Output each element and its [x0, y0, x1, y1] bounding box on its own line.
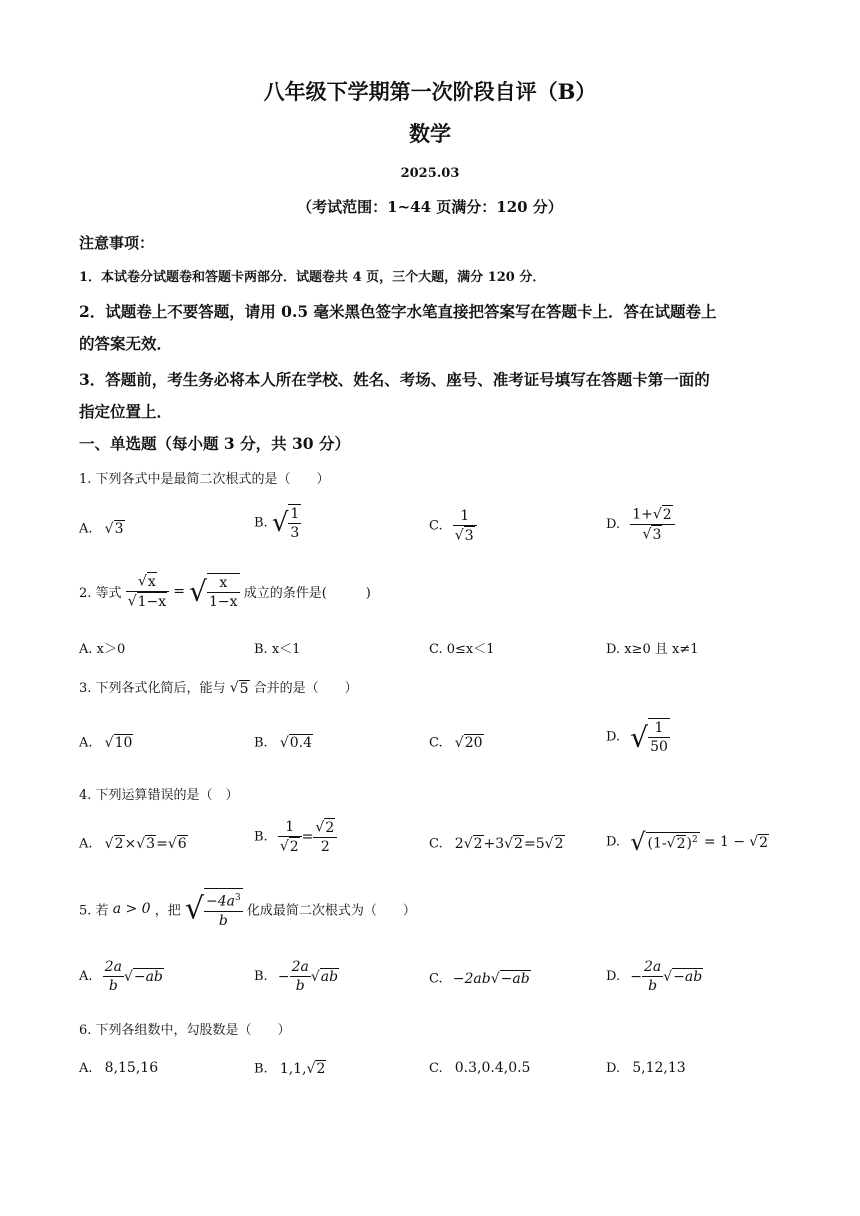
exam-title: 八年级下学期第一次阶段自评（B）: [263, 79, 597, 104]
radicand: 2: [316, 1061, 326, 1077]
minus-sign: −: [277, 968, 290, 985]
q5-option-a: A. $\frac{2a}{b}$ √−ab: [79, 959, 163, 994]
q2-option-c: C. 0≤x＜1: [429, 642, 495, 657]
times-sign: ×: [124, 835, 137, 852]
q3-option-d: D. √ $\frac{1}{50}$: [606, 720, 668, 755]
radicand-numerator: x: [219, 574, 228, 591]
radicand: −ab: [133, 969, 163, 985]
numerator: 1: [654, 720, 664, 736]
numerator: 1: [285, 819, 295, 835]
numerator-radicand: 2: [662, 507, 672, 523]
q6-option-d: [606, 1060, 686, 1076]
inner-term: 1-: [653, 835, 667, 852]
q1-option-b: B. √ $\frac{1}{3}$: [254, 506, 300, 541]
option-label: B.: [254, 1061, 268, 1077]
radicand: 5: [239, 680, 249, 697]
denominator: b: [642, 976, 663, 995]
numerator: 1: [290, 506, 300, 522]
q1-option-a: A. √3: [79, 520, 124, 537]
question-3-stem: 3. 下列各式化简后，能与 √5 合并的是（ ）: [79, 680, 358, 697]
option-value: 8,15,16: [104, 1060, 159, 1076]
exponent: 3: [234, 893, 241, 903]
question-4-stem: 4. 下列运算错误的是（ ）: [79, 788, 239, 803]
option-label: B.: [254, 515, 268, 531]
denominator: 2: [289, 839, 299, 855]
equals-sign: =: [173, 583, 186, 600]
numerator: −4a: [206, 893, 235, 910]
stem-suffix: 成立的条件是( ): [243, 586, 371, 601]
denominator: 2: [313, 837, 337, 856]
radicand: 0.4: [289, 735, 313, 751]
radicand: −ab: [673, 969, 703, 985]
radicand: 2: [514, 836, 524, 852]
option-label: A.: [79, 969, 93, 984]
denominator: b: [290, 976, 311, 995]
radicand: 2: [676, 836, 686, 853]
option-label: B.: [254, 969, 268, 984]
q2-option-d: D. x≥0 且 x≠1: [606, 642, 699, 657]
term: +3: [483, 835, 505, 852]
stem-suffix: 合并的是（ ）: [253, 681, 358, 696]
q2-option-a: A. x＞0: [79, 642, 126, 657]
condition: a > 0: [112, 900, 151, 917]
notice-item-3-line-2: 指定位置上．: [79, 402, 173, 421]
q5-option-b: B. − $\frac{2a}{b}$ √ab: [254, 959, 339, 994]
option-label: D.: [606, 1061, 621, 1076]
q4-option-b: B. $\frac{1}{√2}$ = $\frac{√2}{2}$: [254, 818, 337, 856]
equals-sign: = 1 −: [703, 834, 746, 850]
stem-middle: ，把: [154, 903, 181, 919]
stem-prefix: 3. 下列各式化简后，能与: [79, 681, 226, 696]
option-label: A.: [79, 1061, 93, 1076]
radicand: 10: [114, 735, 133, 751]
radicand: 2: [114, 836, 124, 852]
q4-option-d: D. √ $(1-√2)^2 = 1 - √2$: [606, 828, 769, 856]
q3-option-a: A. √10: [79, 734, 133, 751]
q4-option-a: A. √2×√3=√6: [79, 835, 187, 852]
q6-option-b: B. 1,1,√2: [254, 1060, 326, 1077]
exponent: 2: [691, 834, 698, 845]
radicand: 2: [759, 834, 769, 851]
radicand: 20: [464, 735, 483, 751]
exam-date: 2025.03: [400, 166, 460, 181]
q1-option-c: C. $\frac{1}{√3}$: [429, 507, 477, 545]
option-label: D.: [606, 969, 621, 984]
question-5-stem: 5. 若 a > 0 ，把 √ $\frac{-4a^3}{b}$ 化成最简二次根式为（ ）: [79, 888, 416, 930]
notice-item-1: 1．本试卷分试题卷和答题卡两部分．试题卷共 4 页，三个大题，满分 120 分．: [79, 270, 546, 285]
numerator-part: 1+: [632, 506, 653, 523]
denominator: 50: [650, 739, 668, 755]
question-1-stem: 1. 下列各式中是最简二次根式的是（ ）: [79, 472, 330, 487]
stem-prefix: 2. 等式: [79, 586, 122, 601]
denominator: 3: [464, 528, 474, 544]
q6-option-c: [429, 1060, 530, 1076]
minus-sign: −: [630, 968, 642, 985]
notice-heading: 注意事项：: [79, 234, 155, 252]
option-label: A.: [79, 836, 93, 852]
q5-option-d: D. − $\frac{2a}{b}$ √−ab: [606, 959, 703, 994]
notice-item-2-line-1: 2．试题卷上不要答题，请用 0.5 毫米黑色签字水笔直接把答案写在答题卡上．答在试题卷上: [79, 302, 717, 321]
question-6-stem: 6. 下列各组数中，勾股数是（ ）: [79, 1023, 291, 1038]
equals-sign: =: [301, 829, 314, 845]
option-label: D.: [606, 729, 621, 745]
equals-sign: =: [156, 835, 168, 852]
option-label: C.: [429, 735, 443, 751]
radicand-denominator: 1−x: [209, 593, 238, 610]
q6-option-a: [79, 1060, 158, 1076]
numerator: 2a: [291, 959, 309, 975]
exam-scope: （考试范围：1~44 页满分：120 分）: [297, 198, 563, 216]
q3-option-b: B. √0.4: [254, 734, 313, 751]
radicand: 6: [177, 836, 187, 852]
radicand: 2: [554, 836, 564, 852]
option-label: C.: [429, 1061, 443, 1076]
option-label: B.: [254, 829, 268, 845]
numerator: x: [147, 574, 156, 590]
option-label: B.: [254, 735, 268, 751]
stem-suffix: 化成最简二次根式为（ ）: [246, 903, 416, 919]
option-value: 1,1,: [279, 1060, 307, 1077]
radicand: 2: [473, 836, 483, 852]
option-label: A.: [79, 521, 93, 537]
option-label: C.: [429, 518, 443, 534]
radicand: −ab: [500, 971, 530, 987]
radicand: 3: [114, 521, 124, 537]
denominator: b: [103, 976, 124, 995]
q1-option-d: D. $\frac{1+√2}{√3}$: [606, 505, 675, 544]
denominator: 1−x: [137, 594, 167, 610]
notice-item-3-line-1: 3．答题前，考生务必将本人所在学校、姓名、考场、座号、准考证号填写在答题卡第一面的: [79, 370, 710, 389]
radicand: 3: [146, 836, 156, 852]
exam-subject: 数学: [409, 121, 451, 146]
denominator: 3: [652, 527, 662, 543]
q4-option-c: C. 2√2+3√2=5√2: [429, 835, 564, 852]
option-label: A.: [79, 735, 93, 751]
option-label: C.: [429, 971, 443, 987]
option-label: C.: [429, 836, 443, 852]
option-label: D.: [606, 834, 621, 850]
notice-item-2-line-2: 的答案无效．: [79, 334, 173, 353]
term: =5: [524, 835, 545, 852]
option-label: D.: [606, 517, 621, 532]
question-2-stem: 2. 等式 $\frac{√x}{√1-x}$ = √ $\frac{x}{1-x}$ 成立的条件是( ): [79, 573, 371, 610]
q2-option-b: B. x＜1: [254, 642, 301, 657]
numerator: 1: [460, 508, 470, 524]
q3-option-c: C. √20: [429, 734, 483, 751]
option-value: 0.3,0.4,0.5: [454, 1060, 531, 1076]
numerator: 2a: [104, 959, 122, 975]
coefficient: −2ab: [452, 970, 491, 987]
radicand: ab: [320, 969, 339, 985]
stem-prefix: 5. 若: [79, 903, 109, 919]
denominator: 3: [290, 525, 300, 541]
coefficient: 2: [454, 835, 464, 852]
denominator: b: [204, 911, 243, 930]
q5-option-c: C. −2ab√−ab: [429, 970, 530, 987]
numerator: 2a: [643, 959, 662, 975]
numerator: 2: [325, 820, 335, 836]
section-title: 一、单选题（每小题 3 分，共 30 分）: [79, 434, 350, 453]
option-value: 5,12,13: [632, 1060, 686, 1076]
